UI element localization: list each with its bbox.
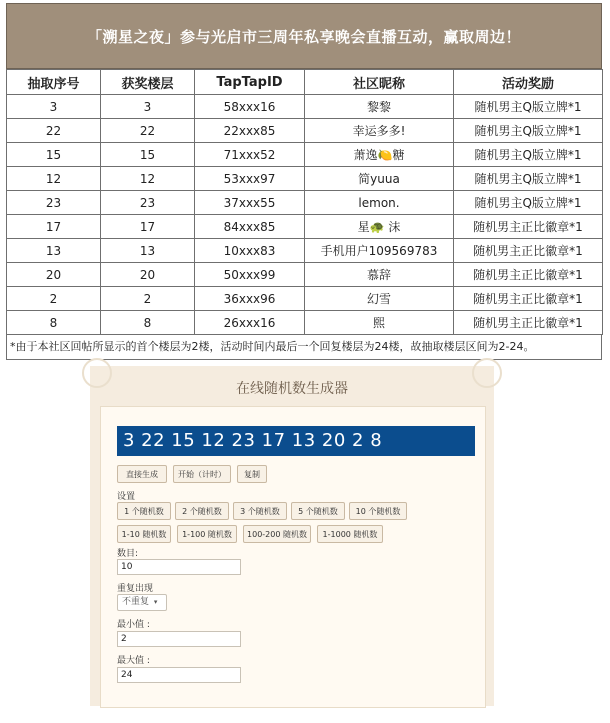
cell-floor: 20 [101, 263, 195, 287]
cell-nickname: lemon. [305, 191, 454, 215]
table-row [7, 239, 603, 263]
cell-draw-index: 22 [7, 119, 101, 143]
preset-3-numbers[interactable]: 3 个随机数 [233, 502, 287, 520]
table-footnote: *由于本社区回帖所显示的首个楼层为2楼，活动时间内最后一个回复楼层为24楼，故抽取楼层区间为2-24。 [6, 335, 602, 360]
preset-range-1-100[interactable]: 1-100 随机数 [177, 525, 237, 543]
table-row [7, 167, 603, 191]
min-input[interactable]: 2 [117, 631, 241, 647]
cell-draw-index: 15 [7, 143, 101, 167]
cell-floor: 13 [101, 239, 195, 263]
cell-reward: 随机男主Q版立牌*1 [454, 143, 603, 167]
cell-floor: 17 [101, 215, 195, 239]
preset-2-numbers[interactable]: 2 个随机数 [175, 502, 229, 520]
cell-taptap-id: 10xxx83 [195, 239, 305, 263]
cell-reward: 随机男主Q版立牌*1 [454, 191, 603, 215]
preset-range-100-200[interactable]: 100-200 随机数 [243, 525, 311, 543]
start-timer-button[interactable]: 开始（计时） [173, 465, 231, 483]
cell-draw-index: 17 [7, 215, 101, 239]
random-generator-panel [90, 366, 494, 706]
cell-taptap-id: 50xxx99 [195, 263, 305, 287]
col-taptap-id: TapTapID [195, 70, 305, 95]
table-row [7, 311, 603, 335]
preset-1-number[interactable]: 1 个随机数 [117, 502, 171, 520]
cell-taptap-id: 53xxx97 [195, 167, 305, 191]
col-nickname: 社区昵称 [305, 70, 454, 95]
cell-taptap-id: 58xxx16 [195, 95, 305, 119]
count-label: 数目: [117, 549, 139, 559]
cell-reward: 随机男主Q版立牌*1 [454, 119, 603, 143]
cell-draw-index: 13 [7, 239, 101, 263]
repeat-select[interactable] [117, 594, 167, 611]
cell-taptap-id: 71xxx52 [195, 143, 305, 167]
banner-title: 「溯星之夜」参与光启市三周年私享晚会直播互动，赢取周边！ [86, 27, 521, 46]
table-row [7, 215, 603, 239]
cell-draw-index: 2 [7, 287, 101, 311]
preset-10-numbers[interactable]: 10 个随机数 [349, 502, 407, 520]
table-row [7, 191, 603, 215]
table-row [7, 287, 603, 311]
generator-title: 在线随机数生成器 [236, 381, 348, 397]
cell-nickname: 慕辞 [305, 263, 454, 287]
cell-nickname: 手机用户109569783 [305, 239, 454, 263]
cell-nickname: 萧逸🍋糖 [305, 143, 454, 167]
cell-taptap-id: 84xxx85 [195, 215, 305, 239]
cell-taptap-id: 22xxx85 [195, 119, 305, 143]
cell-draw-index: 12 [7, 167, 101, 191]
settings-label: 设置 [117, 492, 136, 502]
preset-range-1-1000[interactable]: 1-1000 随机数 [317, 525, 383, 543]
cell-reward: 随机男主正比徽章*1 [454, 311, 603, 335]
col-floor: 获奖楼层 [101, 70, 195, 95]
copy-button[interactable]: 复制 [237, 465, 267, 483]
cell-nickname: 幻雪 [305, 287, 454, 311]
winners-table [6, 69, 603, 335]
cell-nickname: 星🐢 沫 [305, 215, 454, 239]
cell-reward: 随机男主正比徽章*1 [454, 263, 603, 287]
cell-reward: 随机男主正比徽章*1 [454, 287, 603, 311]
cell-floor: 12 [101, 167, 195, 191]
table-row [7, 119, 603, 143]
cell-floor: 23 [101, 191, 195, 215]
banner [6, 3, 602, 69]
col-draw-index: 抽取序号 [7, 70, 101, 95]
count-input[interactable]: 10 [117, 559, 241, 575]
generator-body [100, 406, 486, 708]
generated-numbers-output[interactable]: 3 22 15 12 23 17 13 20 2 8 [117, 426, 475, 456]
min-label: 最小值 : [117, 620, 150, 630]
cell-taptap-id: 36xxx96 [195, 287, 305, 311]
generate-button[interactable]: 直接生成 [117, 465, 167, 483]
cell-nickname: 黎黎 [305, 95, 454, 119]
cell-reward: 随机男主Q版立牌*1 [454, 167, 603, 191]
table-row [7, 263, 603, 287]
max-input[interactable]: 24 [117, 667, 241, 683]
col-reward: 活动奖励 [454, 70, 603, 95]
cell-nickname: 熙 [305, 311, 454, 335]
cell-floor: 15 [101, 143, 195, 167]
cell-floor: 3 [101, 95, 195, 119]
preset-range-1-10[interactable]: 1-10 随机数 [117, 525, 171, 543]
cell-nickname: 简yuua [305, 167, 454, 191]
cell-draw-index: 23 [7, 191, 101, 215]
results-section [6, 3, 602, 360]
table-row [7, 95, 603, 119]
cell-nickname: 幸运多多! [305, 119, 454, 143]
cell-draw-index: 8 [7, 311, 101, 335]
cell-reward: 随机男主正比徽章*1 [454, 239, 603, 263]
cell-floor: 8 [101, 311, 195, 335]
cell-draw-index: 3 [7, 95, 101, 119]
table-row [7, 143, 603, 167]
preset-5-numbers[interactable]: 5 个随机数 [291, 502, 345, 520]
table-header-row [7, 70, 603, 95]
repeat-label: 重复出现 [117, 584, 154, 594]
cell-floor: 22 [101, 119, 195, 143]
repeat-select-value: 不重复 [122, 597, 150, 607]
cell-taptap-id: 26xxx16 [195, 311, 305, 335]
chevron-down-icon: ▾ [153, 598, 158, 606]
cell-reward: 随机男主Q版立牌*1 [454, 95, 603, 119]
cell-floor: 2 [101, 287, 195, 311]
cell-reward: 随机男主正比徽章*1 [454, 215, 603, 239]
max-label: 最大值 : [117, 656, 150, 666]
cell-taptap-id: 37xxx55 [195, 191, 305, 215]
cell-draw-index: 20 [7, 263, 101, 287]
